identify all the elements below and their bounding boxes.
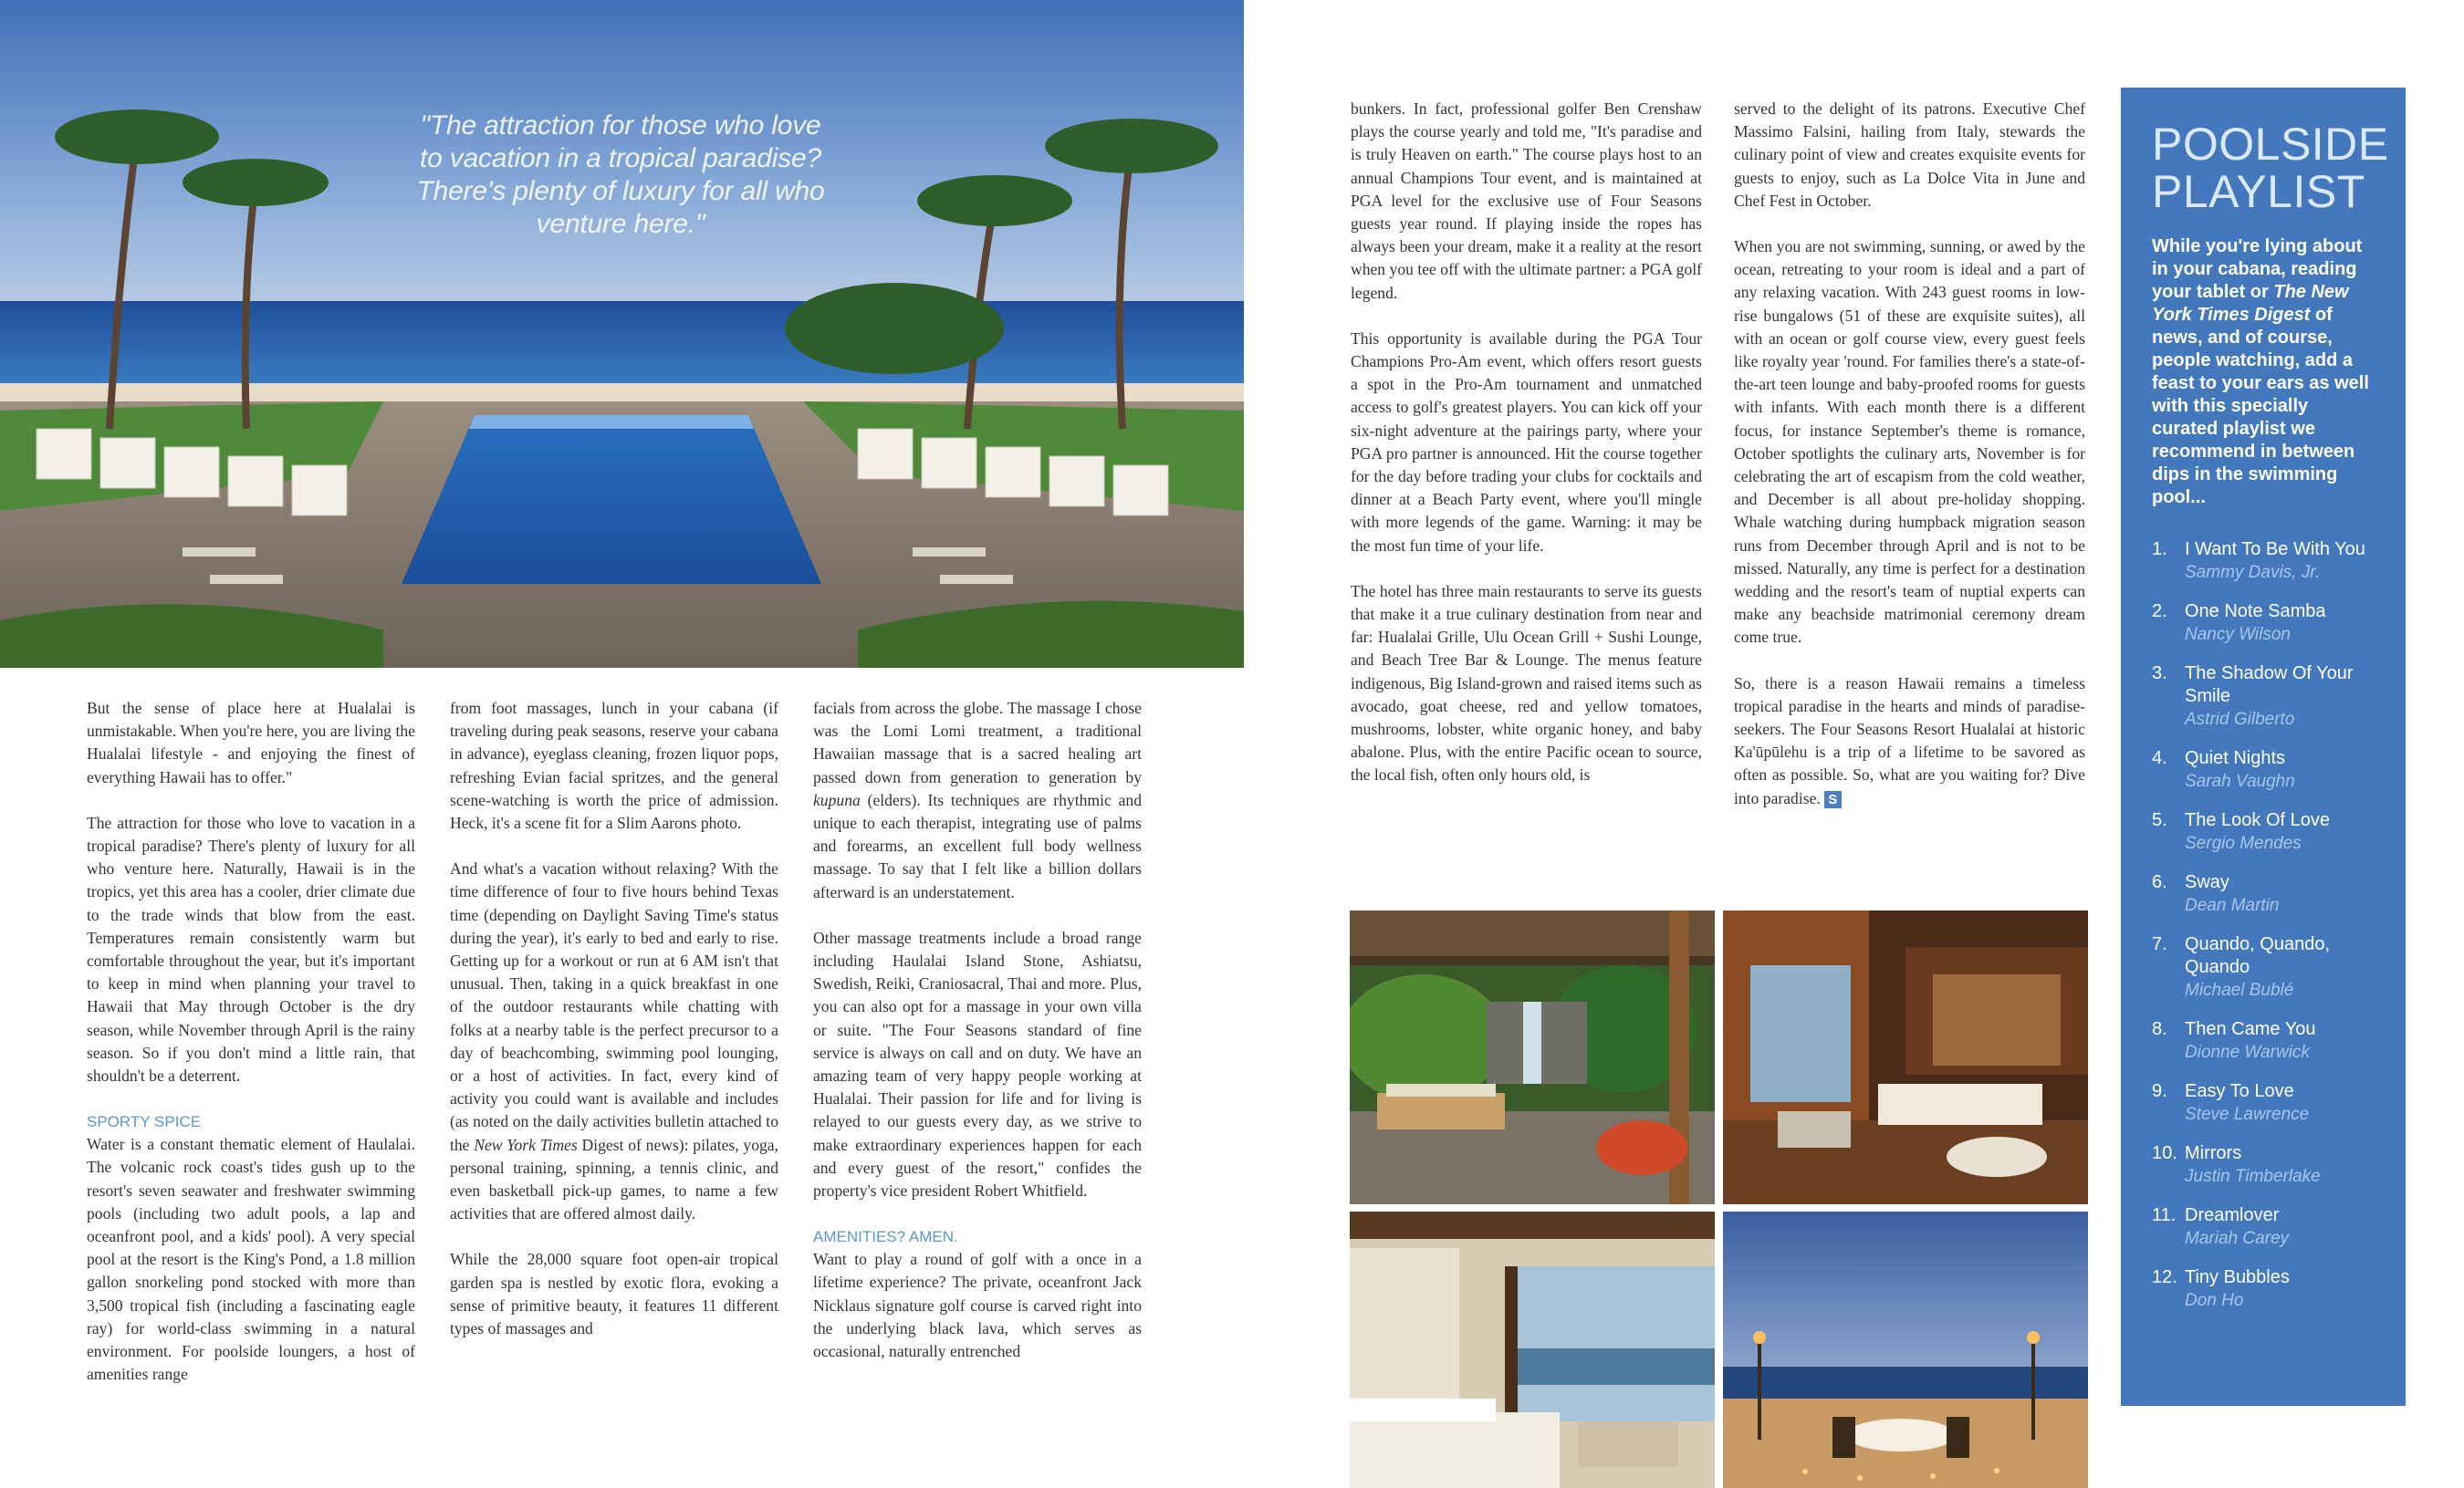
paragraph — [813, 697, 1142, 904]
track-number: 4. — [2152, 748, 2167, 768]
spa-room-image — [1723, 910, 2088, 1204]
playlist-item — [2152, 1142, 2375, 1188]
playlist-item — [2152, 747, 2375, 793]
playlist-item — [2152, 1204, 2375, 1250]
paragraph — [450, 858, 778, 1225]
playlist-item — [2152, 871, 2375, 917]
track-number: 12. — [2152, 1267, 2177, 1287]
guest-suite-photo — [1350, 1212, 1715, 1488]
playlist-item — [2152, 809, 2375, 855]
playlist-item — [2152, 1266, 2375, 1312]
paragraph — [1734, 672, 2085, 810]
track-number: 10. — [2152, 1143, 2177, 1163]
song-title: Dreamlover — [2185, 1205, 2280, 1225]
paragraph: Water is a constant thematic element of Haulalai. The volcanic rock coast's tides gush up to the resort's seven seawater and freshwater swimming pools (including two adult pools, a lap and oceanfront pool, and a kids' pool). A very special pool at the resort is the King's Pond, a 1.8 million gallon snorkeling pond stocked with more than 3,500 tropical fish (including a fascinating eagle ray) for world-class swimming in a natural environment. For poolside loungers, a host of amenities range — [87, 1135, 415, 1384]
artist-name: Don Ho — [2185, 1291, 2244, 1310]
hero-photo — [0, 0, 1244, 668]
song-title: Tiny Bubbles — [2185, 1267, 2290, 1287]
text-run: And what's a vacation without relaxing? With the time difference of four to five hours behind Texas time (depending on Daylight Saving Time's status during the year), it's early to bed and early to rise. Getting up for a workout or run at 6 AM isn't that unusual. Then, taking in a quick breakfast in one of the outdoor restaurants while chatting with folks at a nearby table is the perfect precursor to a day of beachcombing, swimming pool lounging, or a host of activities. In fact, every kind of activity you could want is available and includes (as noted on the daily activities bulletin attached to the — [450, 859, 778, 1154]
paragraph: The attraction for those who love to vacation in a tropical paradise? There's plenty of luxury for all who venture here. Naturally, Hawaii is in the tropics, yet this area has a cooler, drier climate due to the trade winds that blow from the east. Temperatures remain consistently warm but comfortable throughout the year, but it's important to keep in mind when planning your travel to Hawaii that May through October is the dry season, while November through April is the rainy season. So if you don't mind a little rain, that shouldn't be a deterrent. — [87, 813, 415, 1086]
spa-garden-photo — [1350, 910, 1715, 1204]
playlist-item — [2152, 933, 2375, 1002]
paragraph: But the sense of place here at Hualalai is unmistakable. When you're here, you are living the Hualalai lifestyle - and enjoying the finest of everything Hawaii has to offer." — [87, 699, 415, 786]
song-title: Mirrors — [2185, 1143, 2242, 1163]
beach-dinner-image — [1723, 1212, 2088, 1488]
playlist-sidebar — [2121, 88, 2406, 1406]
publication-name: The New York Times Digest — [2152, 282, 2349, 325]
end-mark-icon: S — [1824, 791, 1842, 808]
song-title: Quando, Quando, Quando — [2185, 934, 2331, 977]
guest-suite-image — [1350, 1212, 1715, 1488]
sidebar-title — [2152, 119, 2389, 217]
beach-dinner-photo — [1723, 1212, 2088, 1488]
artist-name: Steve Lawrence — [2185, 1105, 2310, 1124]
publication-name: New York Times — [474, 1135, 578, 1154]
spa-room-photo — [1723, 910, 2088, 1204]
track-number: 11. — [2152, 1205, 2177, 1225]
playlist-item — [2152, 538, 2375, 584]
paragraph: served to the delight of its patrons. Executive Chef Massimo Falsini, hailing from Italy, stewards the culinary point of view and creates exquisite events for guests to enjoy, such as La Dolce Vita in June and Chef Fest in October. — [1734, 99, 2085, 210]
playlist-item — [2152, 662, 2375, 731]
text-run: (elders). Its techniques are rhythmic and unique to each therapist, integrating use of palms and forearms, an excellent full body wellness massage. To say that I felt like a billion dollars afterward is an understatement. — [813, 790, 1142, 901]
text-run: While you're lying about in your cabana, reading your tablet or — [2152, 236, 2363, 302]
track-number: 2. — [2152, 601, 2167, 621]
track-number: 1. — [2152, 539, 2167, 559]
paragraph: Want to play a round of golf with a once in a lifetime experience? The private, oceanfront Jack Nicklaus signature golf course is carved right into the underlying black lava, which serves as occasional, naturally entrenched — [813, 1250, 1142, 1361]
track-number: 8. — [2152, 1019, 2167, 1039]
paragraph: While the 28,000 square foot open-air tropical garden spa is nestled by exotic flora, evoking a sense of primitive beauty, it features 11 different types of massages and — [450, 1250, 778, 1338]
sidebar-title-line: PLAYLIST — [2152, 166, 2365, 217]
sidebar-title-line: POOLSIDE — [2152, 119, 2389, 170]
article-column-4 — [1351, 98, 1702, 787]
article-column-1 — [87, 697, 415, 1386]
track-number: 5. — [2152, 810, 2167, 830]
track-number: 6. — [2152, 872, 2167, 892]
playlist-item — [2152, 600, 2375, 646]
artist-name: Sarah Vaughn — [2185, 772, 2295, 791]
subheading-sporty-spice: SPORTY SPICE — [87, 1113, 202, 1131]
artist-name: Sergio Mendes — [2185, 834, 2302, 853]
pull-quote: "The attraction for those who love to vacation in a tropical paradise? There's plenty of luxury for all who venture here." — [416, 110, 825, 239]
artist-name: Mariah Carey — [2185, 1229, 2290, 1248]
text-run: Digest of news): pilates, yoga, personal training, spinning, a tennis clinic, and even basketball pick-up games, to name a few activities that are offered almost daily. — [450, 1135, 778, 1223]
resort-pool-image — [0, 0, 1244, 668]
song-title: One Note Samba — [2185, 601, 2326, 621]
track-number: 3. — [2152, 663, 2167, 683]
sidebar-intro — [2152, 235, 2375, 509]
song-title: The Look Of Love — [2185, 810, 2330, 830]
paragraph: When you are not swimming, sunning, or awed by the ocean, retreating to your room is ideal and a part of any relaxing vacation. With 243 guest rooms in low-rise bungalows (51 of these are exquisite suites), all with an ocean or golf course view, every guest feels like royalty year 'round. For families there's a state-of-the-art teen lounge and baby-proofed rooms for guests with infants. With each month there is a different focus, for instance September's theme is romance, October spotlights the culinary arts, November is for celebrating the art of escapism from the cold weather, and December is all about pre-holiday shopping. Whale watching during humpback migration season runs from December through April and is not to be missed. Naturally, any time is perfect for a destination wedding and the resort's team of nuptial experts can make any beachside matrimonial ceremony dream come true. — [1734, 237, 2085, 647]
article-column-2 — [450, 697, 778, 1340]
paragraph: This opportunity is available during the PGA Tour Champions Pro-Am event, which offers resort guests a spot in the Pro-Am tournament and unmatched access to golf's greatest players. You can kick off your six-night adventure at the pairings party, where your PGA pro partner is announced. Hit the course together for the day before trading your clubs for cocktails and dinner at a Beach Party event, where you'll mingle with more legends of the game. Warning: it may be the most fun time of your life. — [1351, 328, 1702, 555]
text-run: facials from across the globe. The massage I chose was the Lomi Lomi treatment, a traditional Hawaiian massage that is a sacred healing art passed down from generation to generation by — [813, 699, 1142, 786]
paragraph: from foot massages, lunch in your cabana (if traveling during peak seasons, reserve your cabana in advance), eyeglass cleaning, frozen liquor pops, refreshing Evian facial spritzes, and the general scene-watching is worth the price of admission. Heck, it's a scene fit for a Slim Aarons photo. — [450, 699, 778, 833]
song-title: The Shadow Of Your Smile — [2185, 663, 2354, 706]
song-title: Quiet Nights — [2185, 748, 2286, 768]
playlist-item — [2152, 1080, 2375, 1126]
paragraph: bunkers. In fact, professional golfer Ben Crenshaw plays the course yearly and told me, "It's paradise and is truly Heaven on earth." The course plays host to an annual Champions Tour event, and is maintained at PGA level for the exclusive use of Four Seasons guests year round. If playing inside the ropes has always been your dream, make it a reality at the resort when you tee off with the ultimate partner: a PGA golf legend. — [1351, 99, 1702, 302]
song-title: Sway — [2185, 872, 2229, 892]
subheading-amenities: AMENITIES? AMEN. — [813, 1228, 958, 1246]
article-column-5 — [1734, 98, 2085, 810]
song-title: Easy To Love — [2185, 1081, 2294, 1101]
artist-name: Justin Timberlake — [2185, 1167, 2321, 1186]
playlist — [2152, 538, 2375, 1312]
spa-garden-image — [1350, 910, 1715, 1204]
paragraph: Other massage treatments include a broad range including Haulalai Island Stone, Ashiatsu, Swedish, Reiki, Craniosacral, Thai and more. Plus, you can also opt for a massage in your own villa or suite. "The Four Seasons standard of fine service is always on call and on duty. We have an amazing team of very happy people working at Hualalai. Their passion for life and for living is relayed to our guests every day, as we strive to make extraordinary experiences happen for each and every guest of the resort," confides the property's vice president Robert Whitfield. — [813, 928, 1142, 1201]
artist-name: Nancy Wilson — [2185, 625, 2291, 644]
artist-name: Astrid Gilberto — [2185, 710, 2295, 729]
artist-name: Dionne Warwick — [2185, 1043, 2310, 1062]
song-title: Then Came You — [2185, 1019, 2316, 1039]
paragraph: The hotel has three main restaurants to serve its guests that make it a true culinary destination from near and far: Hualalai Grille, Ulu Ocean Grill + Sushi Lounge, and Beach Tree Bar & Lounge. The menus feature indigenous, Big Island-grown and raised items such as avocado, goat cheese, red and yellow tomatoes, mushrooms, lobster, white organic honey, and baby abalone. Plus, with the entire Pacific ocean to source, the local fish, often only hours old, is — [1351, 581, 1702, 785]
text-run: So, there is a reason Hawaii remains a timeless tropical paradise in the hearts and minds of paradise-seekers. The Four Seasons Resort Hualalai at historic Ka'ūpūlehu is a trip of a lifetime to be savored as often as possible. So, what are you waiting for? Dive into paradise. — [1734, 673, 2085, 807]
playlist-item — [2152, 1018, 2375, 1064]
article-column-3 — [813, 697, 1142, 1363]
song-title: I Want To Be With You — [2185, 539, 2365, 559]
artist-name: Michael Bublé — [2185, 981, 2294, 1000]
hawaiian-term: kupuna — [813, 790, 861, 809]
track-number: 9. — [2152, 1081, 2167, 1101]
artist-name: Sammy Davis, Jr. — [2185, 563, 2321, 582]
artist-name: Dean Martin — [2185, 896, 2280, 915]
track-number: 7. — [2152, 934, 2167, 954]
text-run: of news, and of course, people watching, add a feast to your ears as well with this specially curated playlist we recommend in between dips in the swimming pool... — [2152, 305, 2369, 507]
